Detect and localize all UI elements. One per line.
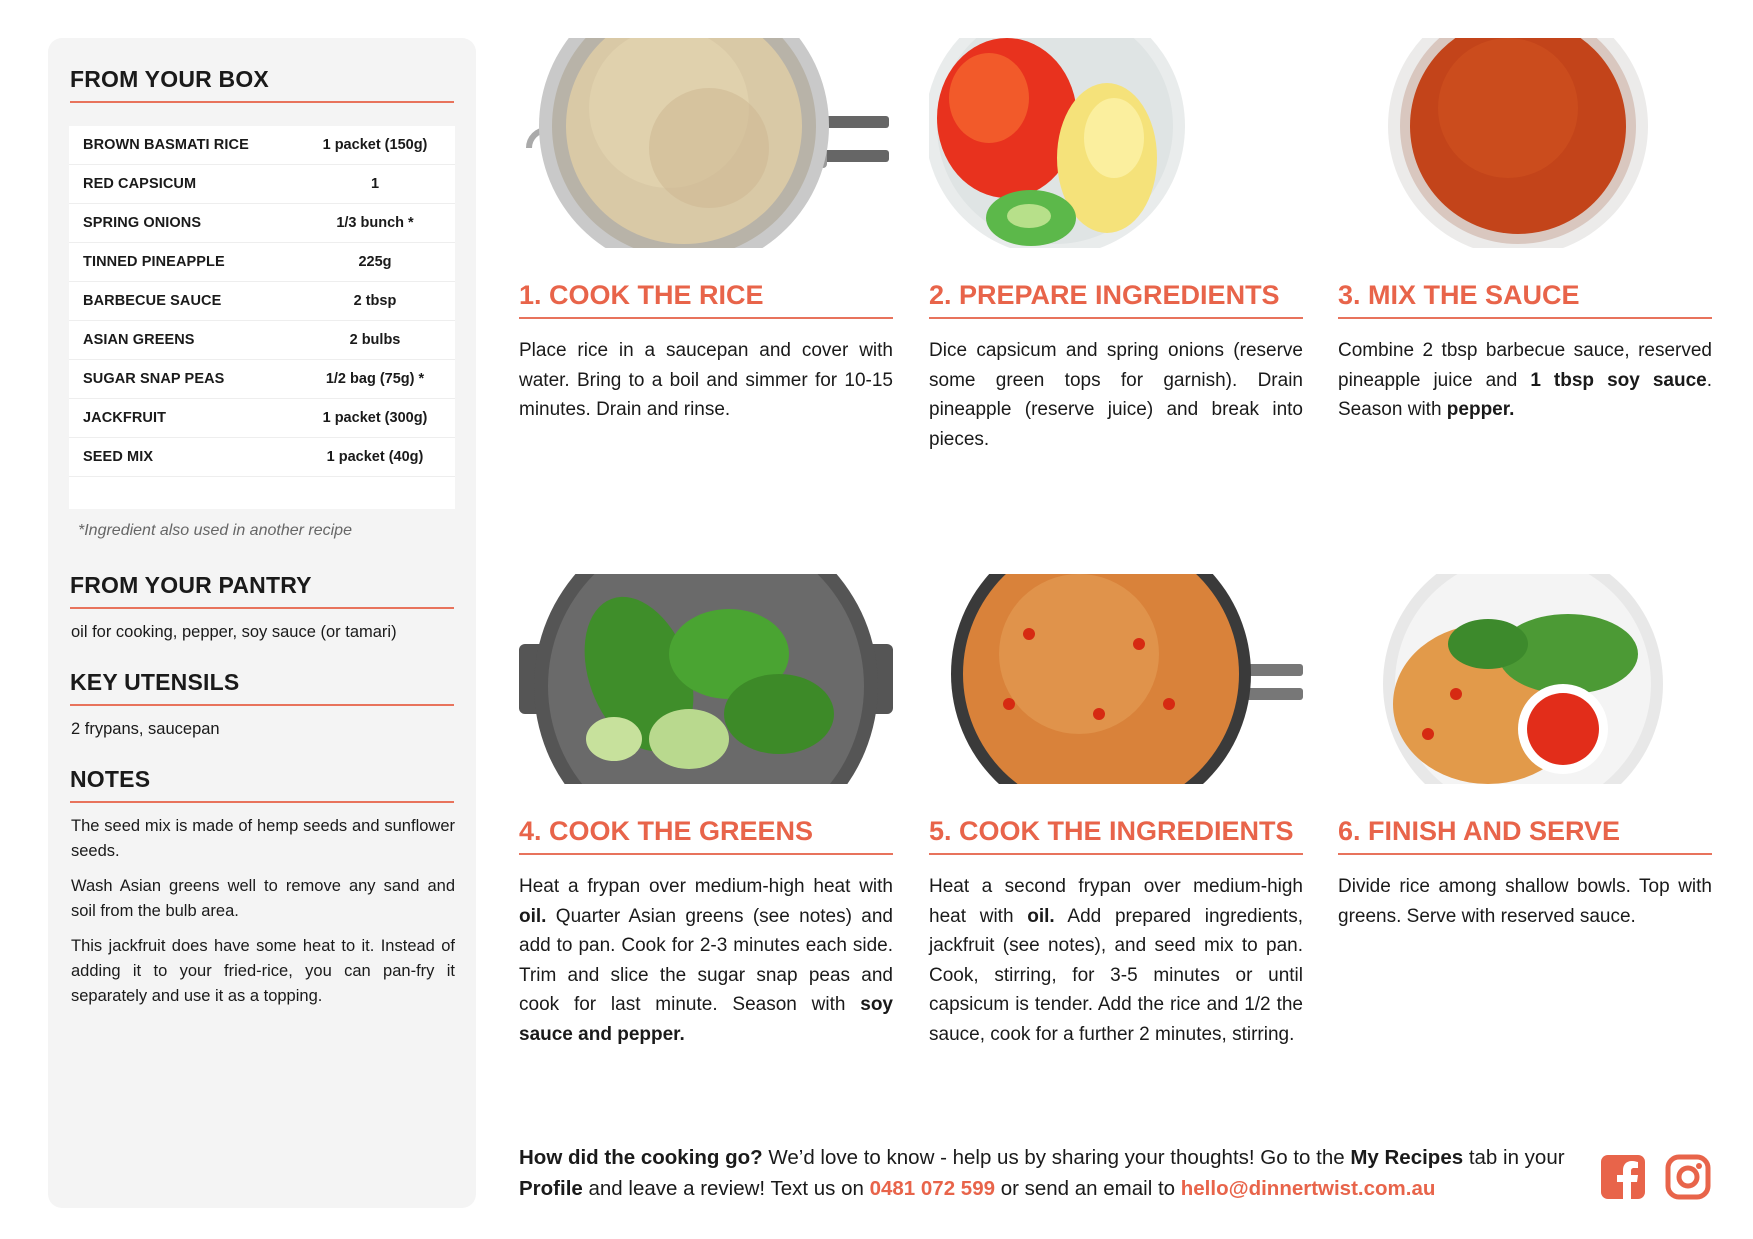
ingredient-footnote: *Ingredient also used in another recipe — [78, 522, 352, 539]
step-title: 6. FINISH AND SERVE — [1338, 816, 1712, 855]
ingredient-qty: 1 packet (150g) — [322, 137, 428, 153]
ingredient-qty: 225g — [358, 254, 392, 270]
ingredient-qty: 1/2 bag (75g) * — [325, 371, 425, 387]
table-row — [69, 321, 455, 360]
step-text: Divide rice among shallow bowls. Top with greens. Serve with reserved sauce. — [1338, 876, 1712, 927]
from-your-box-heading: FROM YOUR BOX — [70, 66, 454, 103]
from-your-pantry-heading: FROM YOUR PANTRY — [70, 572, 454, 609]
table-row — [69, 243, 455, 282]
facebook-icon[interactable] — [1600, 1154, 1646, 1200]
step-title: 5. COOK THE INGREDIENTS — [929, 816, 1303, 855]
step-text: Combine 2 tbsp barbecue sauce, reserved pineapple juice and 1 tbsp soy sauce. Season with pepper. — [1338, 340, 1712, 420]
ingredient-qty: 1 packet (40g) — [326, 449, 424, 465]
table-row — [69, 126, 455, 165]
greens-frypan-photo — [519, 574, 893, 784]
step-text: Dice capsicum and spring onions (reserve some green tops for garnish). Drain pineapple (reserve juice) and break into pieces. — [929, 340, 1303, 450]
chopped-ingredients-photo — [929, 38, 1303, 248]
step-title: 2. PREPARE INGREDIENTS — [929, 280, 1303, 319]
step-text: Heat a frypan over medium-high heat with oil. Quarter Asian greens (see notes) and add to pan. Cook for 2-3 minutes each side. Trim and slice the sugar snap peas and cook for last minute. Season with soy sauce and pepper. — [519, 876, 893, 1045]
ingredient-name: SUGAR SNAP PEAS — [83, 371, 225, 387]
phone-link[interactable]: 0481 072 599 — [869, 1177, 995, 1200]
ingredient-name: BARBECUE SAUCE — [83, 293, 222, 309]
ingredient-name: SPRING ONIONS — [83, 215, 202, 231]
served-dish-photo — [1338, 574, 1712, 784]
ingredient-qty: 1/3 bunch * — [336, 215, 414, 231]
table-row — [69, 165, 455, 204]
key-utensils-heading: KEY UTENSILS — [70, 669, 454, 706]
ingredient-name: SEED MIX — [83, 449, 154, 465]
table-row — [69, 204, 455, 243]
email-link[interactable]: hello@dinnertwist.com.au — [1180, 1177, 1436, 1200]
ingredient-qty: 2 tbsp — [353, 293, 397, 309]
table-row — [69, 438, 455, 477]
notes-list — [71, 814, 455, 1019]
ingredient-qty: 1 — [370, 176, 380, 192]
pantry-text: oil for cooking, pepper, soy sauce (or tamari) — [71, 623, 397, 641]
notes-heading: NOTES — [70, 766, 454, 803]
ingredient-table — [69, 126, 455, 509]
step-title: 4. COOK THE GREENS — [519, 816, 893, 855]
utensils-text: 2 frypans, saucepan — [71, 720, 220, 738]
step-text: Heat a second frypan over medium-high heat with oil. Add prepared ingredients, jackfruit (see notes), and seed mix to pan. Cook, stirring, for 3-5 minutes or until capsicum is tender. Add the rice and 1/2 the sauce, cook for a further 2 minutes, stirring. — [929, 876, 1303, 1045]
ingredient-qty: 1 packet (300g) — [322, 410, 428, 426]
step-title: 1. COOK THE RICE — [519, 280, 893, 319]
sauce-bowl-photo — [1338, 38, 1712, 248]
ingredient-name: RED CAPSICUM — [83, 176, 197, 192]
ingredient-name: TINNED PINEAPPLE — [83, 254, 225, 270]
note-item: This jackfruit does have some heat to it. Instead of adding it to your fried-rice, you can pan-fry it separately and use it as a topping. — [71, 937, 455, 1005]
rice-colander-photo — [519, 38, 893, 248]
ingredients-sidebar — [48, 38, 476, 1208]
step-text: Place rice in a saucepan and cover with water. Bring to a boil and simmer for 10-15 minutes. Drain and rinse. — [519, 340, 893, 420]
table-row — [69, 399, 455, 438]
ingredient-qty: 2 bulbs — [349, 332, 401, 348]
step-title: 3. MIX THE SAUCE — [1338, 280, 1712, 319]
ingredient-name: ASIAN GREENS — [83, 332, 195, 348]
note-item: Wash Asian greens well to remove any sand and soil from the bulb area. — [71, 877, 455, 920]
feedback-footer: How did the cooking go? We’d love to know - help us by sharing your thoughts! Go to the My Recipes tab in your Profile and leave a review! Text us on 0481 072 599 or send an email to hello@dinnertwist.com.au — [519, 1146, 1565, 1200]
table-row — [69, 282, 455, 321]
instagram-icon[interactable] — [1665, 1154, 1711, 1200]
fried-rice-pan-photo — [929, 574, 1303, 784]
ingredient-name: BROWN BASMATI RICE — [83, 137, 249, 153]
note-item: The seed mix is made of hemp seeds and sunflower seeds. — [71, 817, 455, 860]
table-row — [69, 360, 455, 399]
ingredient-name: JACKFRUIT — [83, 410, 167, 426]
